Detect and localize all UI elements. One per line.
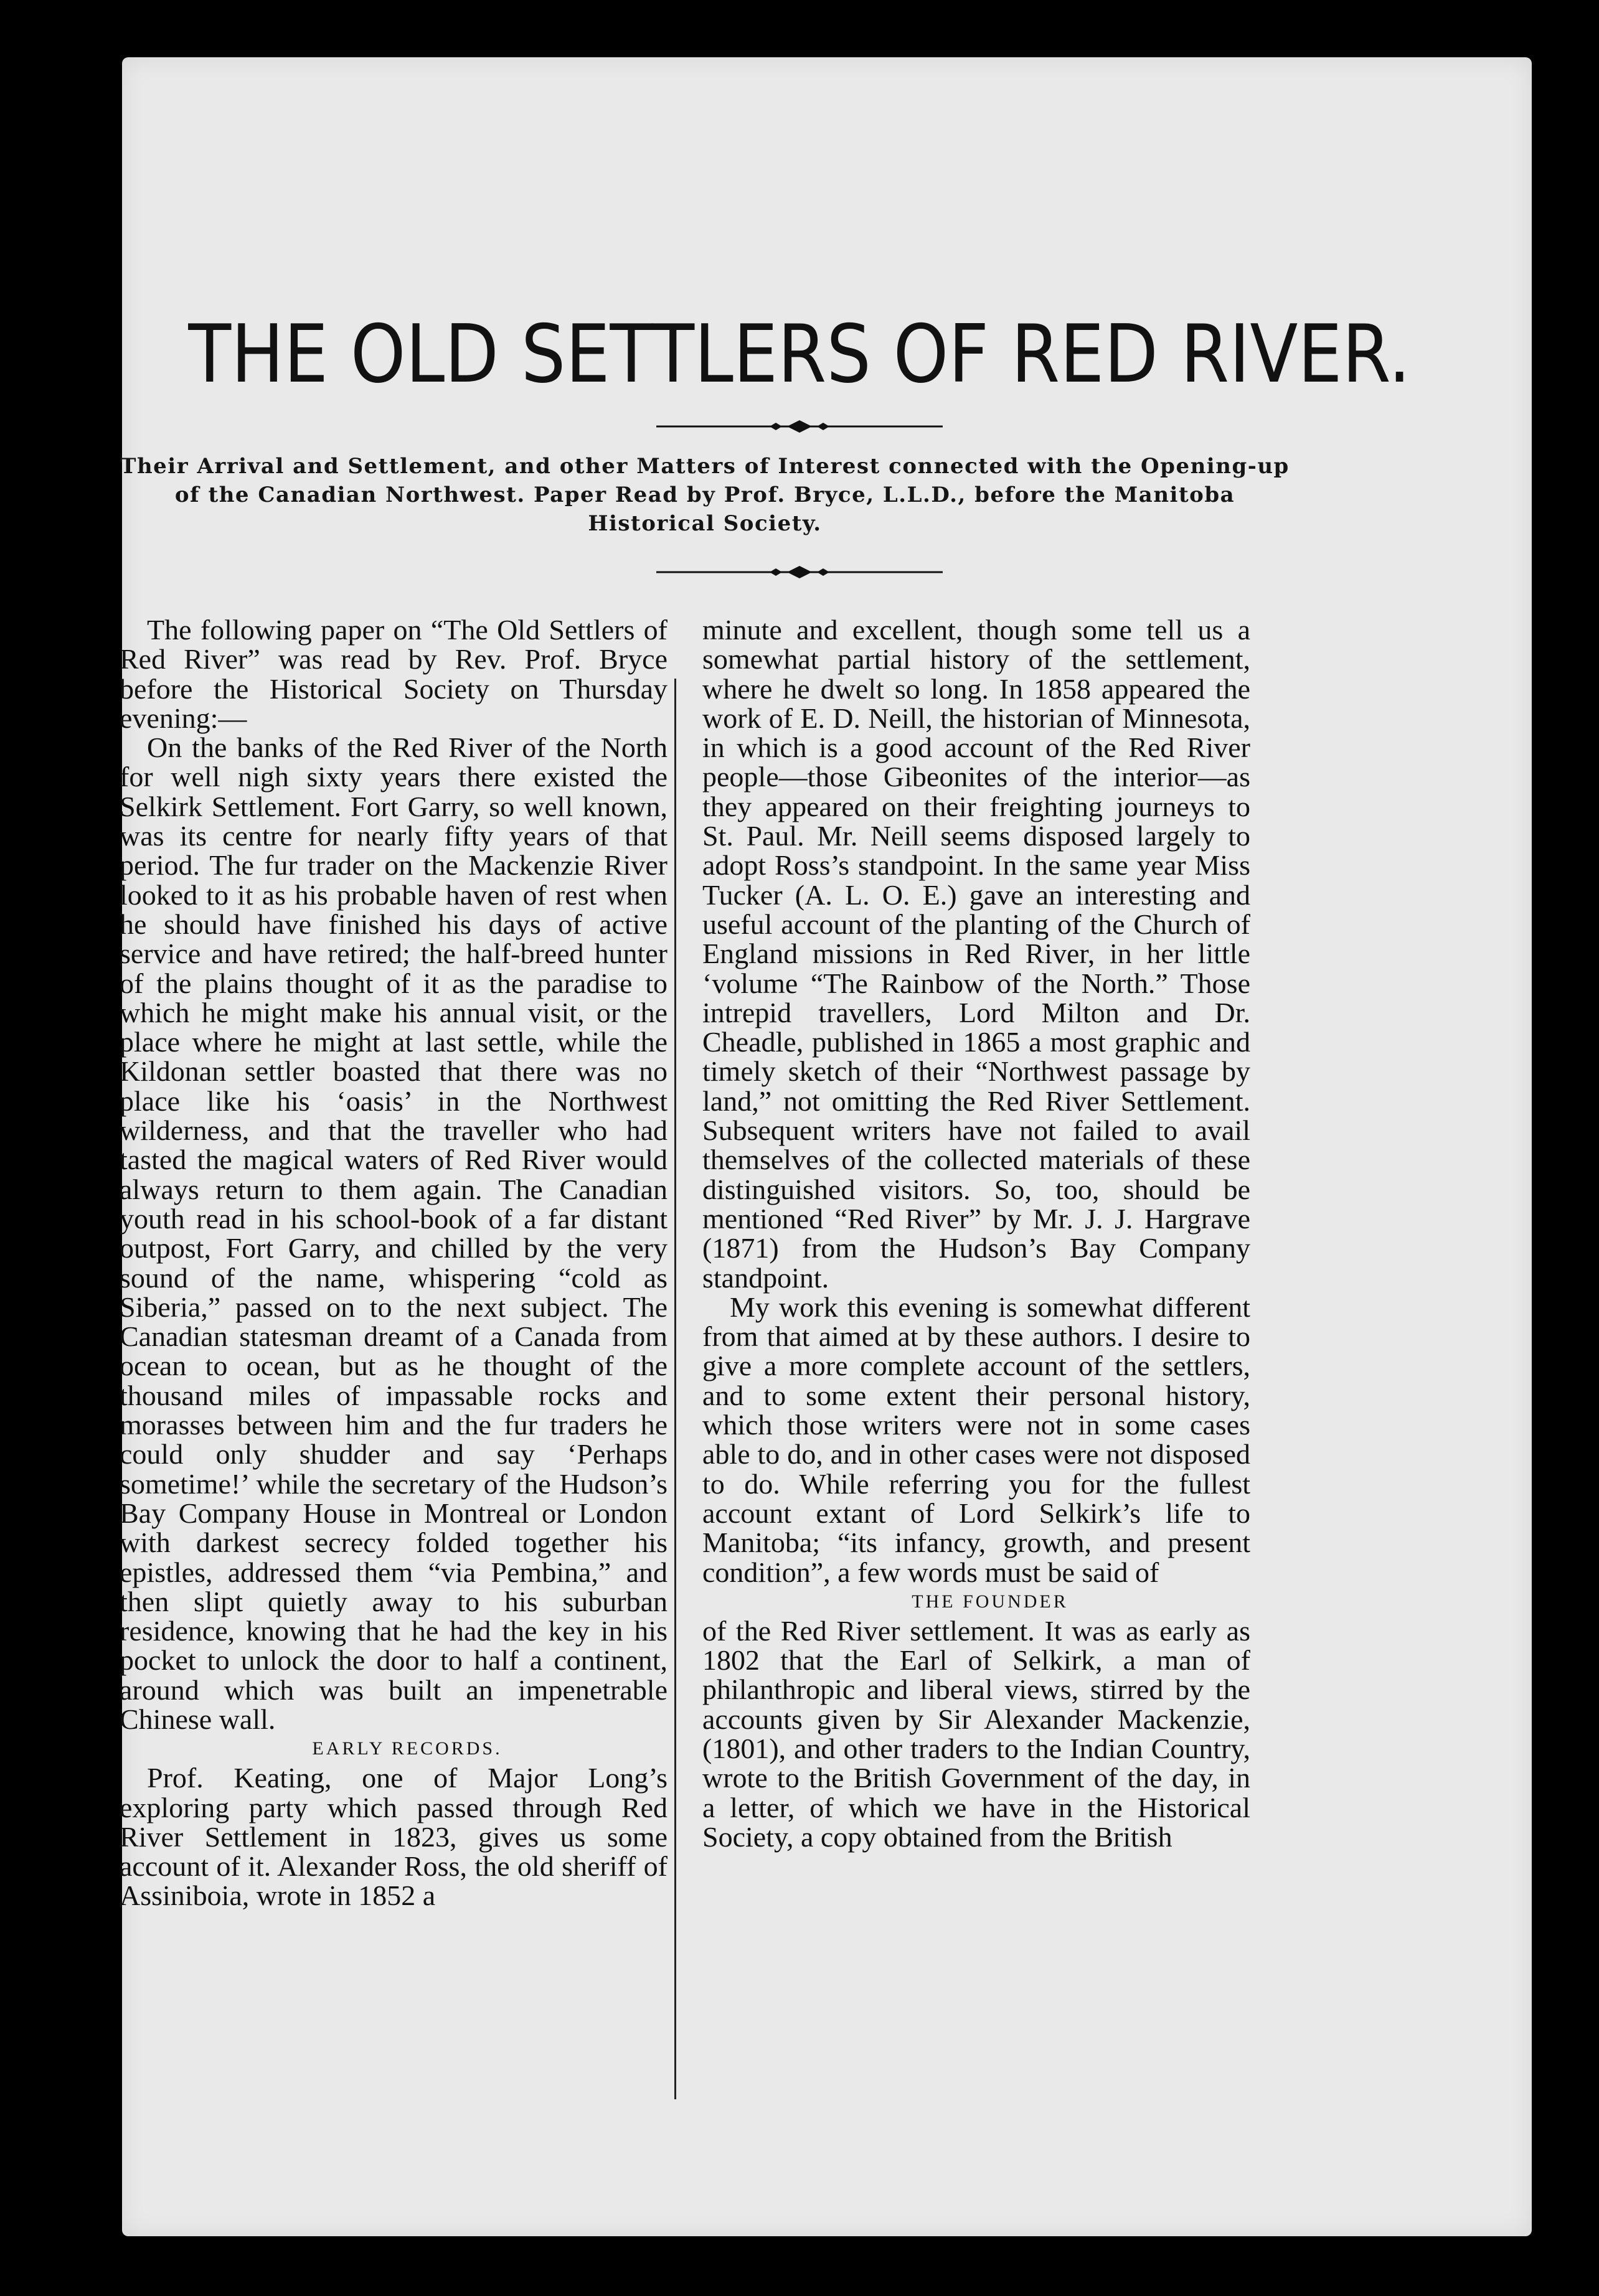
- paragraph-histories: minute and excellent, though some tell us a somewhat partial history of the settlement, where he dwelt so long. In 1858 appeared the work of E. D. Neill, the historian of Minnesota, in which is a good account of the Red River people—those Gibeonites of the interior—as they appeared on their freighting journeys to St. Paul. Mr. Neill seems disposed largely to adopt Ross’s standpoint. In the same year Miss Tucker (A. L. O. E.) gave an interesting and useful account of the planting of the Church of England missions in Red River, in her little ‘volume “The Rainbow of the North.” Those intrepid travellers, Lord Milton and Dr. Cheadle, published in 1865 a most graphic and timely sketch of their “Northwest passage by land,” not omitting the Red River Settlement. Subsequent writers have not failed to avail themselves of the collected materials of these distinguished visitors. So, too, should be mentioned “Red River” by Mr. J. J. Hargrave (1871) from the Hudson’s Bay Company standpoint.: [702, 614, 1250, 1294]
- paragraph-author-aim: My work this evening is somewhat different from that aimed at by these authors. I desire to give a more complete account of the settlers, and to some extent their personal history, which those writers were not in some cases able to do, and in other cases were not disposed to do. While referring you for the fullest account extant of Lord Selkirk’s life to Manitoba; “its infancy, growth, and present condition”, a few words must be said of: [702, 1291, 1250, 1588]
- page-title: THE OLD SETTLERS OF RED RIVER.: [188, 308, 1411, 401]
- heading-early-records: EARLY RECORDS.: [312, 1738, 502, 1759]
- paragraph-founder: of the Red River settlement. It was as early as 1802 that the Earl of Selkirk, a man of philanthropic and liberal views, stirred by the accounts given by Sir Alexander Mackenzie, (1801), and other traders to the Indian Country, wrote to the British Government of the day, in a letter, of which we have in the Historical Society, a copy obtained from the British: [702, 1614, 1250, 1853]
- ornament-divider-bottom: [656, 563, 943, 581]
- left-column: [120, 615, 667, 1911]
- paragraph-selkirk-settlement: On the banks of the Red River of the North for well nigh sixty years there existed the Selkirk Settlement. Fort Garry, so well known, was its centre for nearly fifty years of that period. The fur trader on the Mackenzie River looked to it as his probable haven of rest when he should have finished his days of active service and have retired; the half-breed hunter of the plains thought of it as the paradise to which he might make his annual visit, or the place where he might at last settle, while the Kildonan settler boasted that there was no place like his ‘oasis’ in the Northwest wilderness, and that the traveller who had tasted the magical waters of Red River would always return to them again. The Canadian youth read in his school-book of a far distant outpost, Fort Garry, and chilled by the very sound of the name, whispering “cold as Siberia,” passed on to the next subject. The Canadian statesman dreamt of a Canada from ocean to ocean, but as he thought of the thousand miles of impassable rocks and morasses between him and the fur traders he could only shudder and say ‘Perhaps sometime!’ while the secretary of the Hudson’s Bay Company House in Montreal or London with darkest secrecy folded together his epistles, addressed them “via Pembina,” and then slipt quietly away to his suburban residence, knowing that he had the key in his pocket to unlock the door to half a continent, around which was built an impenetrable Chinese wall.: [120, 732, 667, 1735]
- right-column: [702, 615, 1250, 1851]
- ornament-divider-top: [656, 417, 943, 436]
- column-divider: [674, 679, 676, 2099]
- subtitle: Their Arrival and Settlement, and other Matters of Interest connected with the Opening-up of the Canadian Northwest. Paper Read by Prof. Bryce, L.L.D., before the Manitoba Historical Society.: [120, 454, 1290, 536]
- heading-the-founder: THE FOUNDER: [912, 1591, 1068, 1612]
- paragraph-intro: The following paper on “The Old Settlers of Red River” was read by Rev. Prof. Bryce before the Historical Society on Thursday evening:—: [120, 614, 667, 734]
- paragraph-early-records: Prof. Keating, one of Major Long’s exploring party which passed through Red River Settlement in 1823, gives us some account of it. Alexander Ross, the old sheriff of Assiniboia, wrote in 1852 a: [120, 1762, 667, 1912]
